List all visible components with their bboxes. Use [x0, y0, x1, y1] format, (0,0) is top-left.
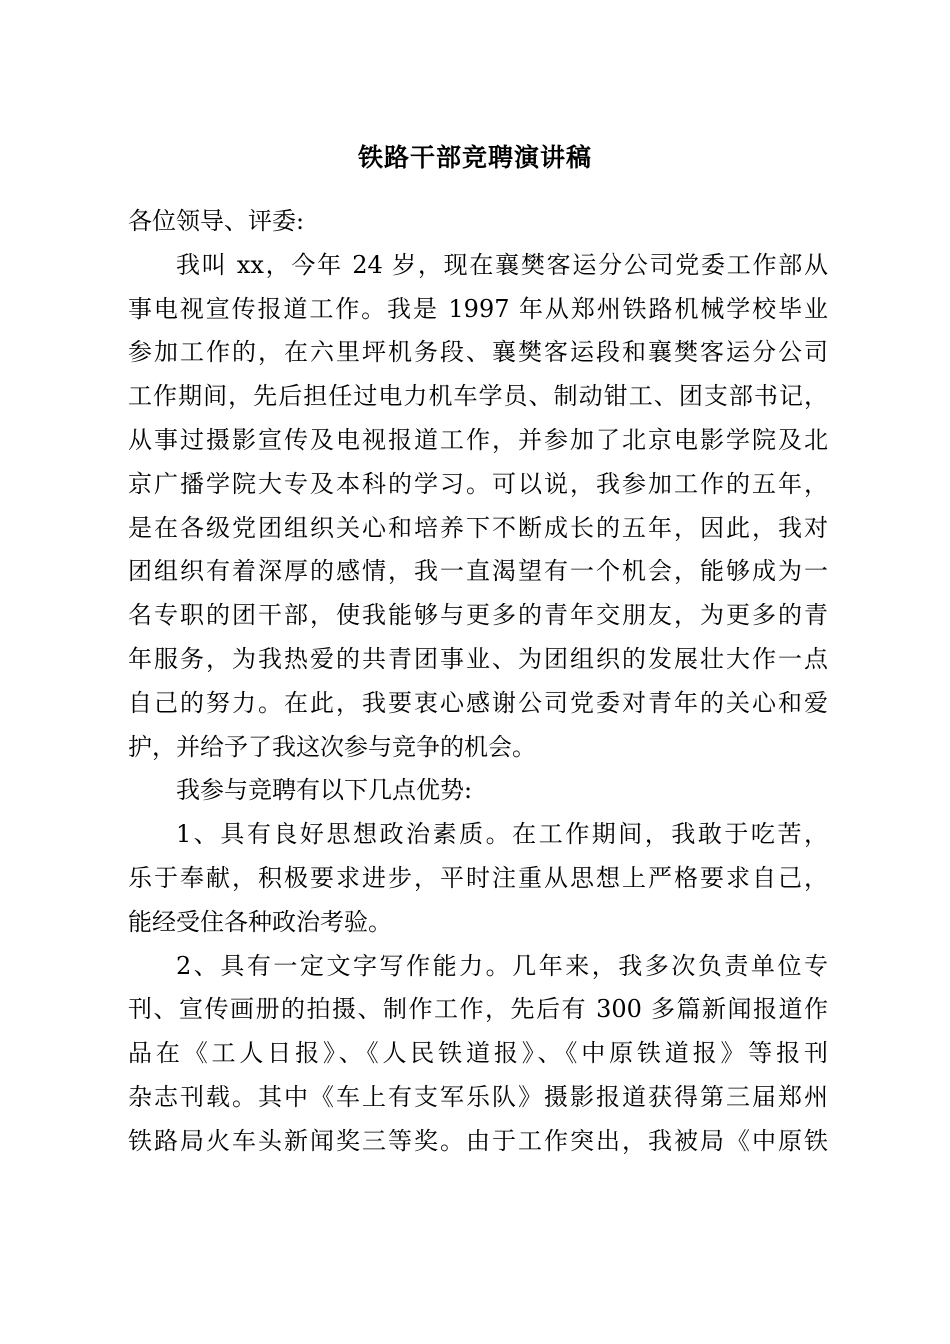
text-line: 乐于奉献，积极要求进步，平时注重从思想上严格要求自己，	[128, 863, 828, 892]
text-line: 铁路局火车头新闻奖三等奖。由于工作突出，我被局《中原铁	[128, 1126, 828, 1155]
text-line: 护，并给予了我这次参与竞争的机会。	[128, 732, 536, 761]
text-line: 各位领导、评委:	[128, 207, 305, 235]
text-line: 从事过摄影宣传及电视报道工作，并参加了北京电影学院及北	[128, 425, 828, 454]
text-line: 1、具有良好思想政治素质。在工作期间，我敢于吃苦，	[176, 820, 828, 849]
text-line: 名专职的团干部，使我能够与更多的青年交朋友，为更多的青	[128, 601, 828, 630]
document-body	[128, 200, 828, 1164]
text-line: 能经受住各种政治考验。	[128, 907, 392, 936]
text-line: 事电视宣传报道工作。我是 1997 年从郑州铁路机械学校毕业	[128, 294, 828, 323]
text-line: 工作期间，先后担任过电力机车学员、制动钳工、团支部书记，	[128, 382, 828, 411]
text-line: 参加工作的，在六里坪机务段、襄樊客运段和襄樊客运分公司	[128, 338, 828, 367]
text-line: 我参与竞聘有以下几点优势:	[176, 776, 473, 805]
document-title: 铁路干部竞聘演讲稿	[357, 143, 592, 172]
text-line: 团组织有着深厚的感情，我一直渴望有一个机会，能够成为一	[128, 557, 828, 586]
text-line: 杂志刊载。其中《车上有支军乐队》摄影报道获得第三届郑州	[128, 1082, 828, 1111]
text-line: 2、具有一定文字写作能力。几年来，我多次负责单位专	[176, 951, 828, 980]
text-line: 刊、宣传画册的拍摄、制作工作，先后有 300 多篇新闻报道作	[128, 995, 828, 1024]
text-line: 自己的努力。在此，我要衷心感谢公司党委对青年的关心和爱	[128, 688, 828, 717]
text-line: 京广播学院大专及本科的学习。可以说，我参加工作的五年，	[128, 469, 828, 498]
text-line: 是在各级党团组织关心和培养下不断成长的五年，因此，我对	[128, 513, 828, 542]
text-line: 我叫 xx，今年 24 岁，现在襄樊客运分公司党委工作部从	[176, 250, 828, 279]
text-line: 品在《工人日报》、《人民铁道报》、《中原铁道报》等报刊	[128, 1039, 828, 1068]
text-line: 年服务，为我热爱的共青团事业、为团组织的发展壮大作一点	[128, 644, 828, 673]
